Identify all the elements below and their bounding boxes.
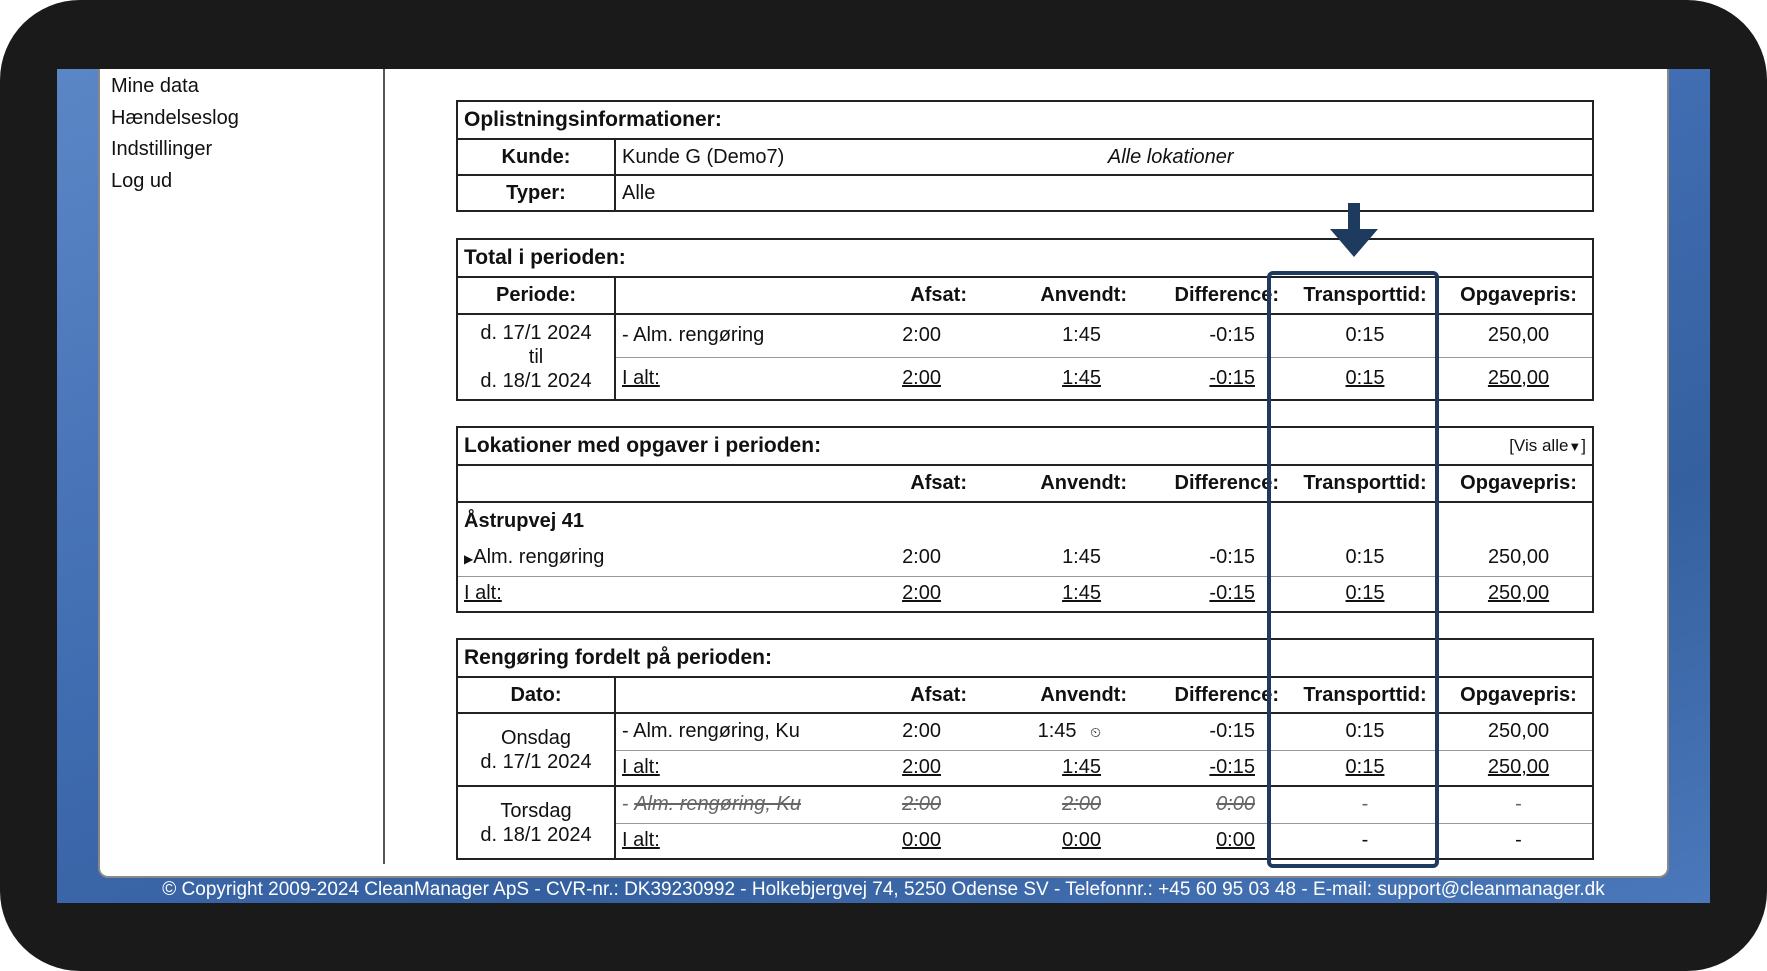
day-1-afsat: 2:00 bbox=[805, 713, 973, 750]
loc-sum-label: I alt: bbox=[457, 576, 805, 612]
dist-col-transporttid: Transporttid: bbox=[1303, 683, 1427, 706]
total-sum-label: I alt: bbox=[615, 357, 805, 400]
caret-down-icon: ▼ bbox=[1568, 439, 1582, 454]
day-2-sum-difference: 0:00 bbox=[1133, 823, 1285, 859]
listing-info-table bbox=[456, 100, 1594, 212]
loc-row-anvendt: 1:45 bbox=[1062, 546, 1101, 569]
col-afsat: Afsat: bbox=[910, 284, 967, 306]
loc-row-difference: -0:15 bbox=[1209, 546, 1255, 569]
day-2-sum-anvendt: 0:00 bbox=[973, 823, 1133, 859]
day-1-row-label[interactable]: - Alm. rengøring, Ku bbox=[615, 713, 805, 750]
day-1-sum-anvendt: 1:45 bbox=[973, 750, 1133, 786]
total-sum-pris: 250,00 bbox=[1445, 357, 1593, 400]
locations-title: Lokationer med opgaver i perioden: bbox=[457, 427, 1445, 465]
period-to: d. 18/1 2024 bbox=[480, 370, 592, 392]
day-1-anvendt-cell bbox=[973, 713, 1133, 750]
loc-row-pris: 250,00 bbox=[1487, 546, 1550, 569]
listing-info-title: Oplistningsinformationer: bbox=[457, 101, 1593, 139]
dist-col-difference: Difference: bbox=[1174, 683, 1279, 706]
day-1-sum-afsat: 2:00 bbox=[805, 750, 973, 786]
col-difference: Difference: bbox=[1174, 284, 1279, 306]
period-til: til bbox=[528, 346, 544, 368]
show-all-dropdown[interactable]: [Vis alle▼] bbox=[1445, 427, 1593, 465]
types-value: Alle bbox=[615, 175, 1593, 211]
loc-sum-difference: -0:15 bbox=[1133, 576, 1285, 612]
transporttid-highlight-box bbox=[1267, 271, 1439, 868]
day-2-sum-label: I alt: bbox=[615, 823, 805, 859]
total-row-transport: 0:15 bbox=[1285, 314, 1445, 357]
total-title: Total i perioden: bbox=[457, 239, 1593, 277]
day-2-date: d. 18/1 2024 bbox=[480, 823, 592, 846]
loc-col-afsat: Afsat: bbox=[910, 472, 967, 494]
total-sum-difference: -0:15 bbox=[1133, 357, 1285, 400]
day-1-pris: 250,00 bbox=[1445, 713, 1593, 750]
show-all-label: [Vis alle bbox=[1509, 436, 1569, 455]
loc-sum-anvendt: 1:45 bbox=[973, 576, 1133, 612]
total-sum-anvendt: 1:45 bbox=[973, 357, 1133, 400]
total-row-label: - Alm. rengøring bbox=[615, 314, 805, 357]
loc-col-opgavepris: Opgavepris: bbox=[1460, 472, 1577, 494]
day-1-sum-pris: 250,00 bbox=[1445, 750, 1593, 786]
location-row[interactable] bbox=[457, 540, 805, 576]
expand-triangle-icon[interactable]: ▶ bbox=[464, 552, 474, 567]
loc-col-difference: Difference: bbox=[1174, 472, 1279, 494]
day-2-transport: - bbox=[1285, 786, 1445, 823]
col-transporttid: Transporttid: bbox=[1303, 284, 1427, 306]
col-opgavepris: Opgavepris: bbox=[1460, 284, 1577, 306]
date-label: Dato: bbox=[510, 683, 562, 706]
total-sum-afsat: 2:00 bbox=[805, 357, 973, 400]
location-row-label: Alm. rengøring bbox=[473, 546, 605, 569]
col-anvendt: Anvendt: bbox=[1040, 284, 1127, 306]
day-1-sum-difference: -0:15 bbox=[1133, 750, 1285, 786]
day-2-row-label: Alm. rengøring, Ku bbox=[634, 793, 801, 816]
day-2-sum-pris: - bbox=[1445, 823, 1593, 859]
day-2-weekday: Torsdag bbox=[500, 799, 572, 822]
day-2-sum-transport: - bbox=[1285, 823, 1445, 859]
clock-icon[interactable]: ⏲ bbox=[1090, 724, 1101, 741]
loc-sum-transport: 0:15 bbox=[1285, 576, 1445, 612]
day-2-sum-afsat: 0:00 bbox=[805, 823, 973, 859]
loc-col-transporttid: Transporttid: bbox=[1303, 472, 1427, 494]
day-1-sum-transport: 0:15 bbox=[1285, 750, 1445, 786]
customer-value: Kunde G (Demo7) bbox=[622, 145, 785, 168]
day-2-anvendt: 2:00 bbox=[973, 786, 1133, 823]
location-name: Åstrupvej 41 bbox=[457, 502, 1593, 540]
loc-sum-afsat: 2:00 bbox=[805, 576, 973, 612]
day-1-transport: 0:15 bbox=[1285, 713, 1445, 750]
dist-col-afsat: Afsat: bbox=[910, 683, 967, 706]
dist-col-anvendt: Anvendt: bbox=[1040, 683, 1127, 706]
day-1-weekday: Onsdag bbox=[500, 726, 572, 749]
day-2-difference: 0:00 bbox=[1133, 786, 1285, 823]
day-2-row-label-cell[interactable]: - Alm. rengøring, Ku bbox=[615, 786, 805, 823]
sidebar-item-mine-data[interactable]: Mine data bbox=[111, 75, 199, 97]
loc-row-transport: 0:15 bbox=[1345, 546, 1385, 569]
distribution-title: Rengøring fordelt på perioden: bbox=[457, 639, 1593, 677]
day-1-date: d. 17/1 2024 bbox=[480, 750, 592, 773]
footer: © Copyright 2009-2024 CleanManager ApS - CVR-nr.: DK39230992 - Holkebjergvej 74, 5250 Odense SV - Telefonnr.: +45 60 95 03 48 - E-mail: support@cleanmanager.dk bbox=[162, 879, 1605, 900]
day-1-anvendt: 1:45 bbox=[1037, 720, 1077, 743]
sidebar-item-event-log[interactable]: Hændelseslog bbox=[111, 106, 239, 129]
total-row-afsat: 2:00 bbox=[805, 314, 973, 357]
total-sum-transport: 0:15 bbox=[1285, 357, 1445, 400]
loc-col-anvendt: Anvendt: bbox=[1040, 472, 1127, 494]
total-row-anvendt: 1:45 bbox=[973, 314, 1133, 357]
arrow-down-icon bbox=[1330, 203, 1378, 259]
sidebar bbox=[100, 69, 385, 864]
day-2-pris: - bbox=[1445, 786, 1593, 823]
sidebar-item-logout[interactable]: Log ud bbox=[111, 169, 173, 192]
customer-cell bbox=[615, 139, 1593, 175]
customer-label: Kunde: bbox=[501, 145, 571, 168]
day-1-cell bbox=[457, 713, 615, 786]
total-row-difference: -0:15 bbox=[1133, 314, 1285, 357]
total-row-pris: 250,00 bbox=[1445, 314, 1593, 357]
sidebar-item-settings[interactable]: Indstillinger bbox=[111, 138, 213, 160]
dist-col-opgavepris: Opgavepris: bbox=[1460, 683, 1577, 706]
types-label: Typer: bbox=[457, 175, 615, 211]
period-cell bbox=[457, 314, 615, 400]
day-1-sum-label: I alt: bbox=[615, 750, 805, 786]
loc-sum-pris: 250,00 bbox=[1445, 576, 1593, 612]
day-2-afsat: 2:00 bbox=[805, 786, 973, 823]
period-from: d. 17/1 2024 bbox=[480, 322, 592, 344]
period-label: Periode: bbox=[495, 284, 577, 306]
day-1-difference: -0:15 bbox=[1133, 713, 1285, 750]
loc-row-afsat: 2:00 bbox=[902, 546, 941, 569]
locations-value: Alle lokationer bbox=[1107, 145, 1234, 168]
day-2-cell bbox=[457, 786, 615, 859]
